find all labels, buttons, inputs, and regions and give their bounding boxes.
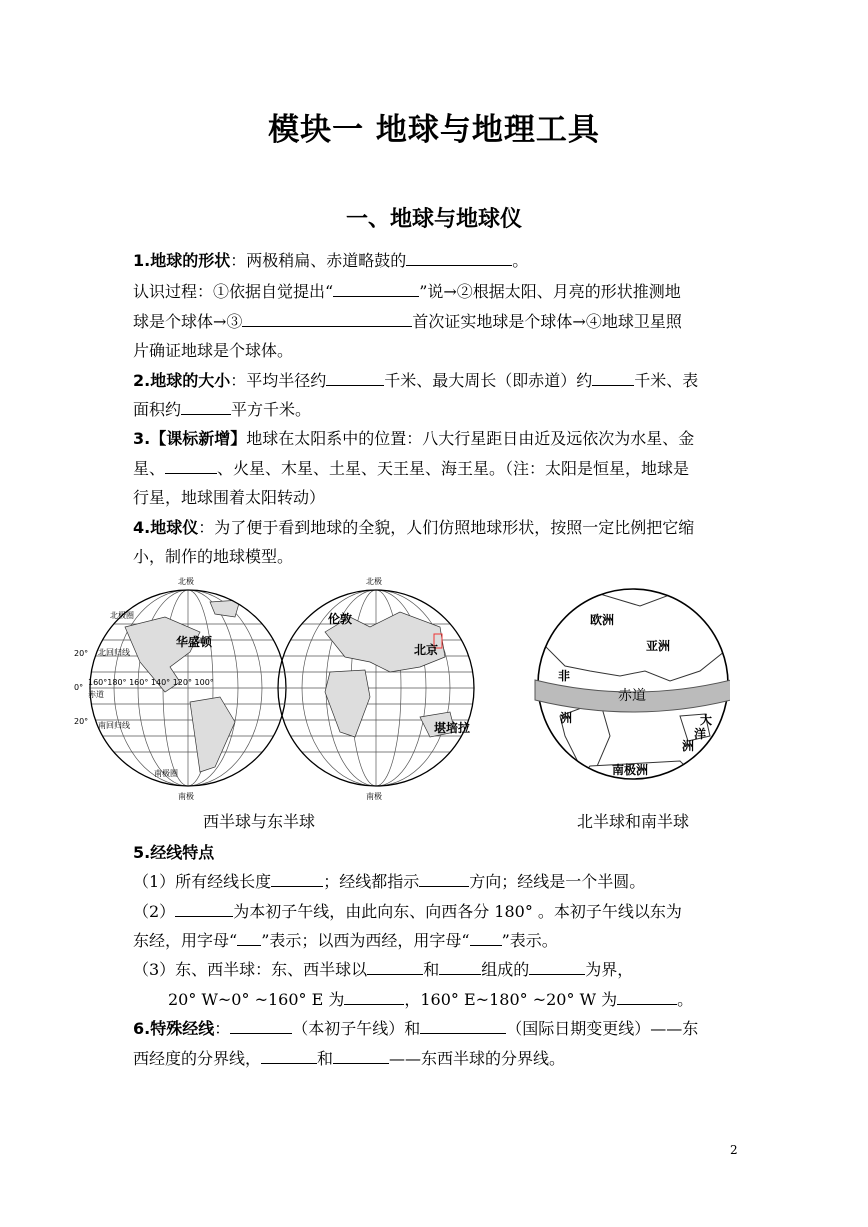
blank[interactable] [242,312,412,327]
p4-line1 [133,515,694,538]
p5-l1b: ；经线都指示 [323,872,420,891]
blank[interactable] [406,251,512,266]
label-europe: 欧洲 [590,613,615,627]
p2-line2 [133,397,311,420]
north-pole-label-e: 北极 [366,577,382,586]
p6-b: （本初子午线）和 [292,1019,421,1038]
p3-b2: 、火星、木星、土星、天王星、海王星。（注：太阳是恒星，地球是 [217,459,690,478]
p6-head: 6.特殊经线 [133,1019,215,1038]
p3-a: 地球在太阳系中的位置：八大行星距日由近及远依次为水星、金 [246,429,695,448]
p5-l1c: 方向；经线是一个半圆。 [469,872,646,891]
north-south-globe [530,576,730,796]
label-oceania-1: 大 [700,713,713,727]
p5-line1 [133,869,645,892]
tropic-capricorn-label: 南回归线 [98,721,130,730]
blank[interactable] [419,872,469,887]
lat-0: 0° [74,683,84,692]
p1-end: 。 [512,251,529,270]
blank[interactable] [367,960,423,975]
p6-e: 和 [317,1049,334,1068]
p5-head: 5.经线特点 [133,843,215,862]
blank[interactable] [175,902,233,917]
blank[interactable] [165,459,217,474]
arctic-circle-label: 北极圈 [110,611,134,620]
lon-labels: 160°180° 160° 140° 120° 100° [88,678,214,687]
lat-20n: 20° [74,649,89,658]
p2-b: 千米、最大周长（即赤道）约 [384,371,593,390]
p2-c: 千米、表 [634,371,699,390]
blank[interactable] [529,960,585,975]
p6-c: （国际日期变更线）——东 [506,1019,699,1038]
label-africa-2: 洲 [560,711,573,725]
p5-line5 [168,987,693,1010]
p1-l2a: 认识过程：①依据自觉提出“ [133,282,334,301]
p5-l5b: ，160° E~180° ~20° W 为 [404,990,618,1009]
p4-line2: 小，制作的地球模型。 [133,547,294,566]
p4-a: ：为了便于看到地球的全貌，人们仿照地球形状，按照一定比例把它缩 [198,518,695,537]
p5-l1a: （1）所有经线长度 [133,872,272,891]
p6-f: ——东西半球的分界线。 [389,1049,566,1068]
south-pole-label-w: 南极 [178,792,194,801]
p5-l5a: 20° W~0° ~160° E 为 [168,990,345,1009]
p5-l4c: 组成的 [481,960,530,979]
p5-l4b: 和 [423,960,440,979]
p1-text: ：两极稍扁、赤道略鼓的 [230,251,407,270]
caption-west-east: 西半球与东半球 [203,812,316,831]
blank[interactable] [326,371,384,386]
p3-line2 [133,456,689,479]
p3-line1 [133,426,694,449]
p6-a: ： [214,1019,231,1038]
p3-line3: 行星，地球围着太阳转动） [133,488,326,507]
p5-l4d: 为界， [585,960,634,979]
p5-l5c: 。 [677,990,694,1009]
p3-head: 3.【课标新增】 [133,429,247,448]
blank[interactable] [617,990,677,1005]
page-title: 模块一 地球与地理工具 [268,112,600,148]
p1-line3 [133,309,682,332]
blank[interactable] [261,1049,317,1064]
blank[interactable] [439,960,481,975]
p6-line2 [133,1046,565,1069]
city-london: 伦敦 [328,612,353,626]
blank[interactable] [181,400,231,415]
lat-20s: 20° [74,717,89,726]
blank[interactable] [237,931,261,946]
blank[interactable] [333,1049,389,1064]
p5-l2a: （2） [133,902,176,921]
p1-l3b: 首次证实地球是个球体→④地球卫星照 [412,312,682,331]
north-pole-label-w: 北极 [178,577,194,586]
p3-b1: 星、 [133,459,166,478]
p2-a: ：平均半径约 [230,371,327,390]
p5-line3 [133,928,558,951]
equator-label-ns: 赤道 [618,688,646,704]
p4-head: 4.地球仪 [133,518,199,537]
equator-label: 赤道 [88,690,104,699]
p1-head: 1.地球的形状 [133,251,231,270]
p5-line4 [133,957,633,980]
section-heading: 一、地球与地球仪 [345,207,522,232]
south-pole-label-e: 南极 [366,792,382,801]
p1-line2 [133,279,681,302]
p2-head: 2.地球的大小 [133,371,231,390]
label-antarctica: 南极洲 [612,763,649,777]
p5-l2b: 为本初子午线，由此向东、向西各分 180° 。本初子午线以东为 [233,902,682,921]
p2-e: 平方千米。 [231,400,312,419]
blank[interactable] [271,872,323,887]
label-africa-1: 非 [558,669,571,683]
city-canberra: 堪培拉 [434,721,471,735]
label-asia: 亚洲 [646,639,671,653]
city-washington: 华盛顿 [176,635,213,649]
p5-l3c: ”表示。 [501,931,558,950]
caption-north-south: 北半球和南半球 [577,812,690,831]
p1-line1 [133,248,528,271]
p5-l3b: ”表示；以西为西经，用字母“ [261,931,470,950]
p6-line1 [133,1016,698,1039]
blank[interactable] [344,990,404,1005]
blank[interactable] [230,1019,292,1034]
hemispheres-map [70,572,500,804]
p5-l3a: 东经，用字母“ [133,931,238,950]
blank[interactable] [333,282,419,297]
p2-line1 [133,368,698,391]
p1-line4: 片确证地球是个球体。 [133,341,294,360]
p5-l4a: （3）东、西半球：东、西半球以 [133,960,368,979]
p1-l2b: ”说→②根据太阳、月亮的形状推测地 [419,282,681,301]
blank[interactable] [592,371,634,386]
p6-d: 西经度的分界线， [133,1049,262,1068]
p1-l3a: 球是个球体→③ [133,312,243,331]
city-beijing: 北京 [414,643,439,657]
label-oceania-3: 洲 [682,739,695,753]
blank[interactable] [470,931,502,946]
p2-d: 面积约 [133,400,182,419]
blank[interactable] [420,1019,506,1034]
p5-line2 [133,899,682,922]
label-oceania-2: 洋 [694,727,707,741]
tropic-cancer-label: 北回归线 [98,648,130,657]
page-number: 2 [730,1143,738,1157]
antarctic-circle-label: 南极圈 [154,769,178,778]
